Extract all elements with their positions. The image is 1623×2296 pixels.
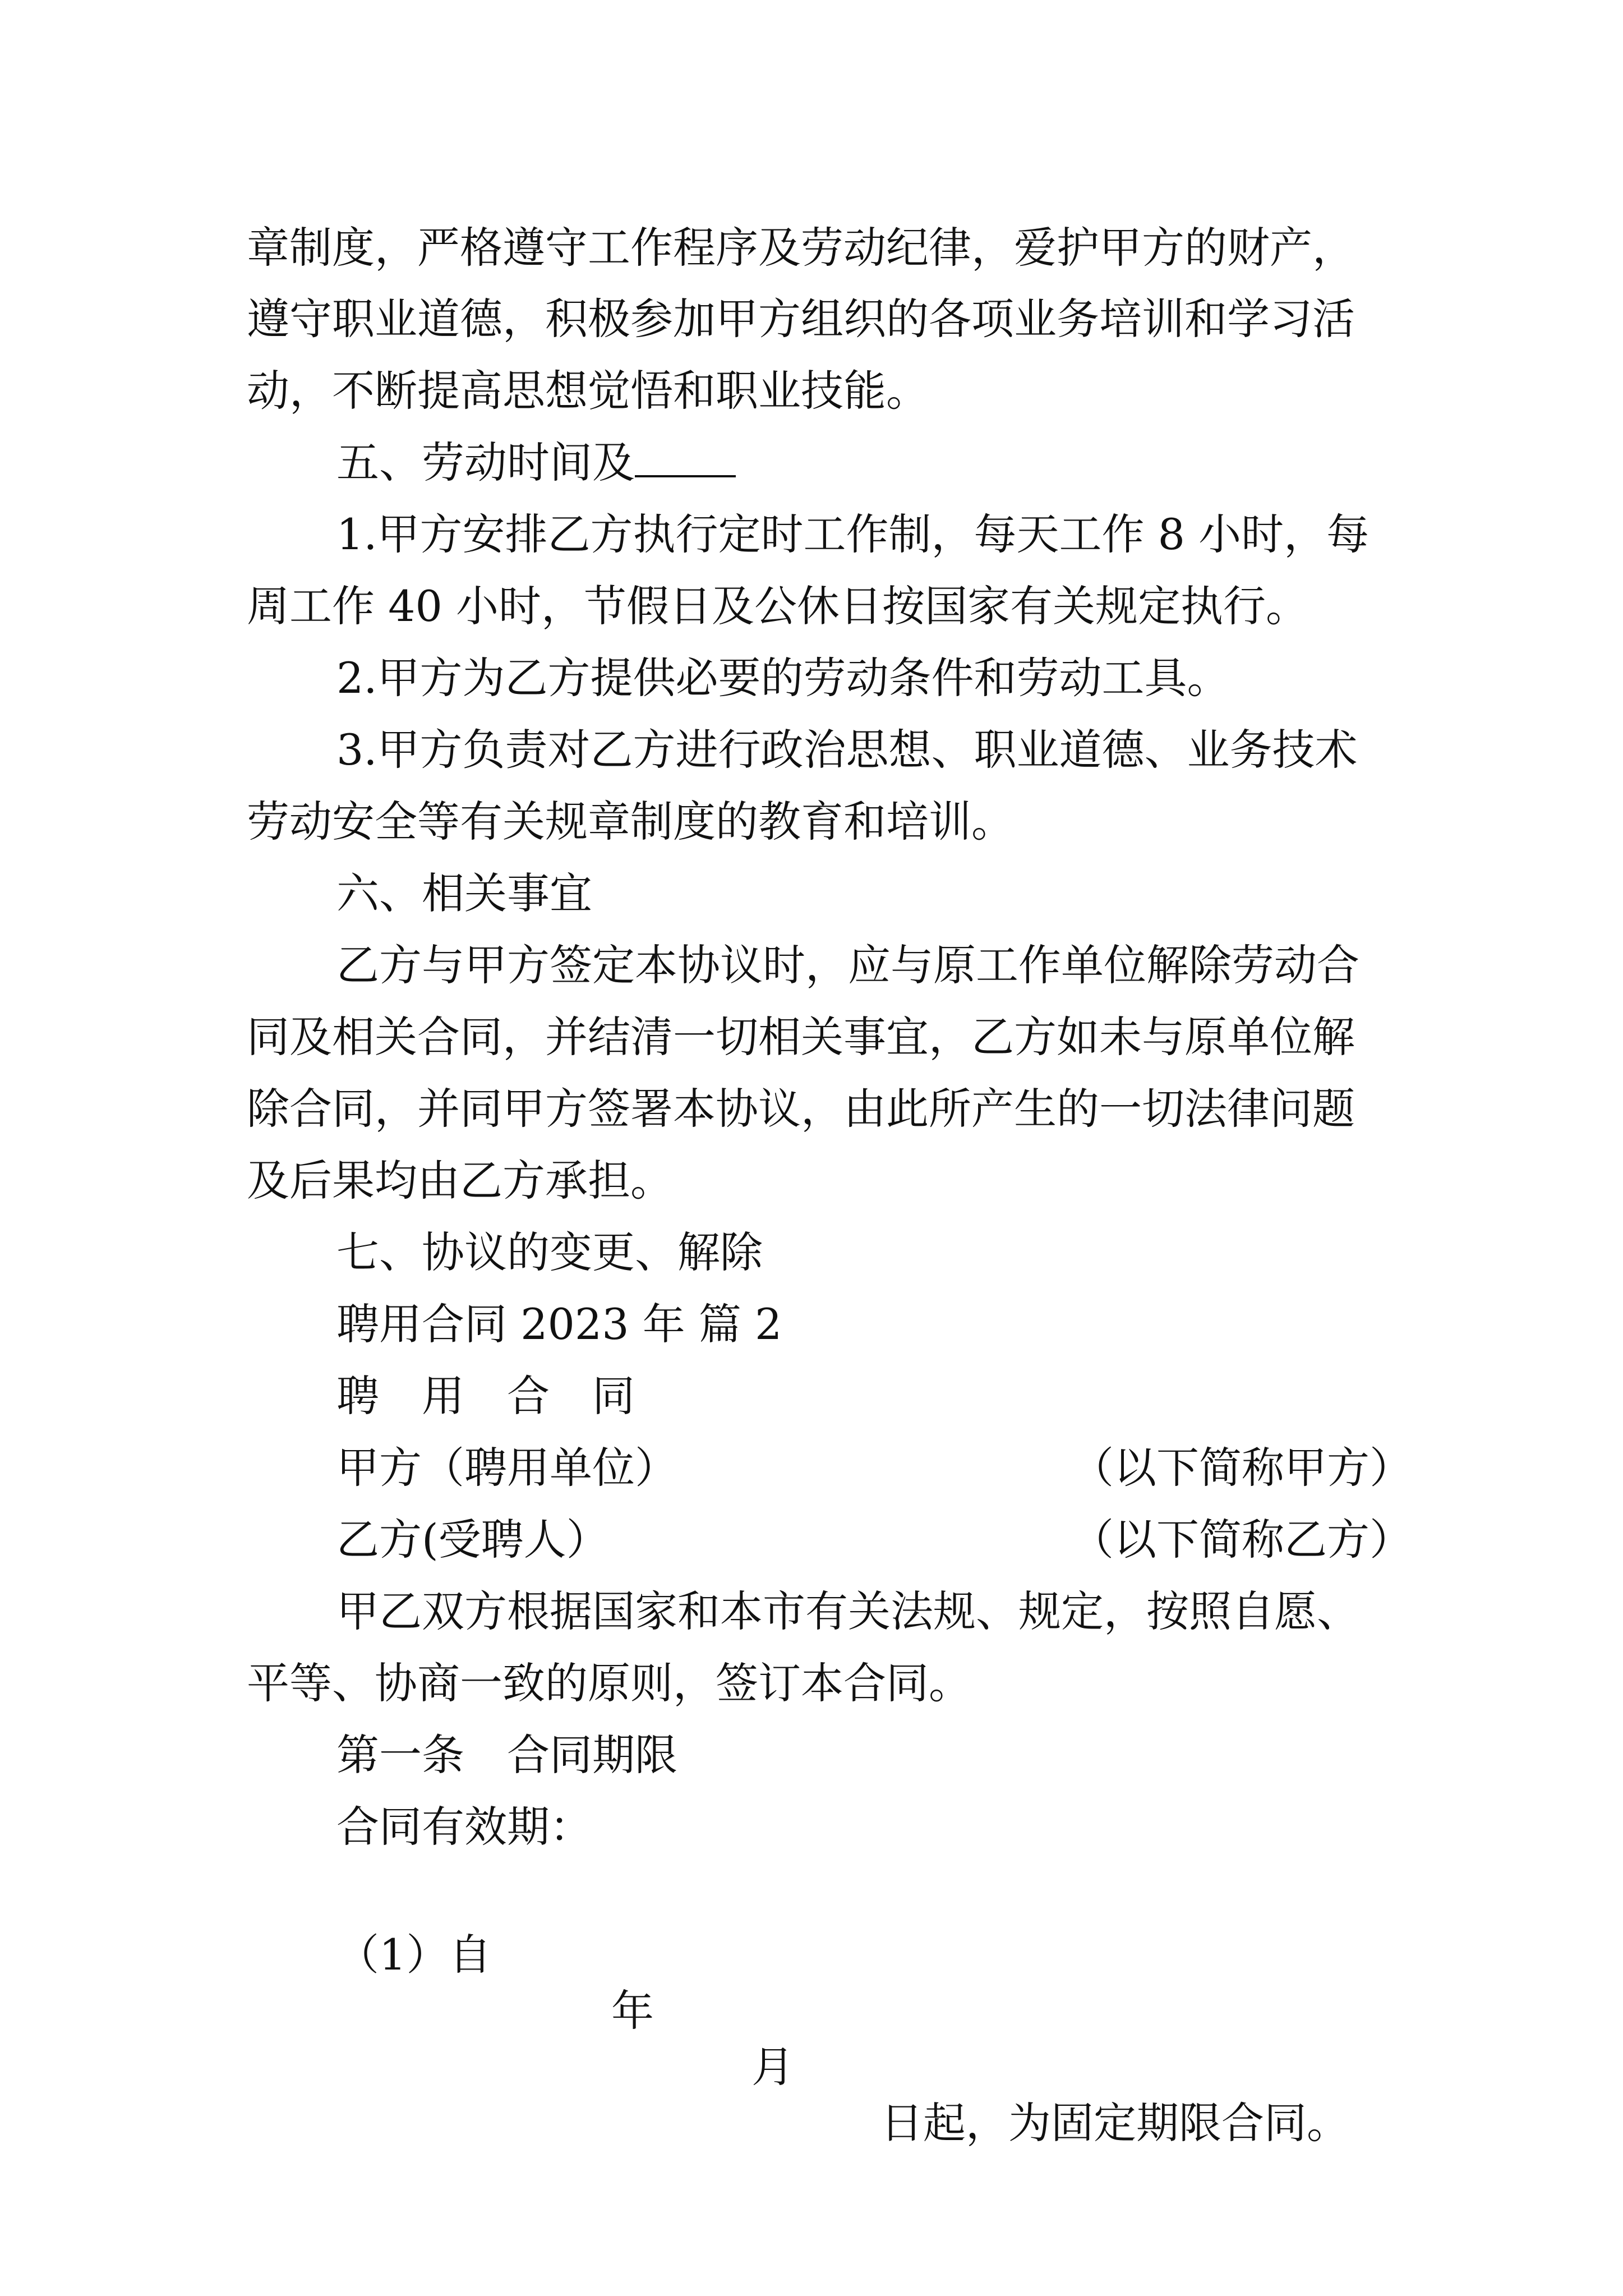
text-line: 及后果均由乙方承担。 — [247, 1156, 673, 1205]
section-heading-text: 五、劳动时间及 — [336, 438, 635, 487]
party-a-label: 甲方（聘用单位） — [336, 1443, 677, 1493]
term-line — [0, 1871, 1623, 2148]
text-line: 动，不断提高思想觉悟和职业技能。 — [247, 366, 929, 416]
section-heading: 六、相关事宜 — [336, 868, 592, 918]
party-b-abbr: （以下简称乙方） — [1071, 1515, 1412, 1565]
party-a-line — [0, 1440, 1623, 1496]
text-line: 乙方与甲方签定本协议时，应与原工作单位解除劳动合 — [336, 940, 1359, 990]
article-heading: 第一条 合同期限 — [336, 1730, 677, 1780]
term-year: 年 — [611, 1986, 654, 2036]
section-heading: 七、协议的变更、解除 — [336, 1227, 763, 1277]
text-line: 劳动安全等有关规章制度的教育和培训。 — [247, 797, 1014, 846]
text-line: 甲乙双方根据国家和本市有关法规、规定，按照自愿、 — [336, 1586, 1359, 1636]
blank-underline — [635, 441, 736, 477]
text-line: 遵守职业道德，积极参加甲方组织的各项业务培训和学习活 — [247, 294, 1355, 344]
party-b-label: 乙方(受聘人） — [336, 1515, 609, 1565]
text-line: 1.甲方安排乙方执行定时工作制，每天工作 8 小时，每 — [336, 509, 1370, 559]
text-line: 周工作 40 小时，节假日及公休日按国家有关规定执行。 — [247, 581, 1309, 631]
text-line: 3.甲方负责对乙方进行政治思想、职业道德、业务技术 — [336, 725, 1358, 775]
text-line: 合同有效期： — [336, 1802, 592, 1852]
text-line: 除合同，并同甲方签署本协议，由此所产生的一切法律问题 — [247, 1084, 1355, 1134]
text-line: 同及相关合同，并结清一切相关事宜，乙方如未与原单位解 — [247, 1012, 1355, 1062]
term-day: 日起，为固定期限合同。 — [880, 2098, 1349, 2148]
party-a-abbr: （以下简称甲方） — [1071, 1443, 1412, 1493]
text-line: 平等、协商一致的原则，签订本合同。 — [247, 1658, 971, 1708]
term-start: （1）自 — [336, 1930, 492, 1980]
term-month: 月 — [751, 2042, 794, 2092]
section-heading — [0, 435, 1623, 491]
contract-title: 聘用合同 2023 年 篇 2 — [336, 1299, 782, 1349]
contract-heading: 聘 用 合 同 — [336, 1371, 635, 1421]
text-line: 章制度，严格遵守工作程序及劳动纪律，爱护甲方的财产， — [247, 223, 1355, 273]
text-line: 2.甲方为乙方提供必要的劳动条件和劳动工具。 — [336, 653, 1230, 703]
party-b-line — [0, 1512, 1623, 1568]
